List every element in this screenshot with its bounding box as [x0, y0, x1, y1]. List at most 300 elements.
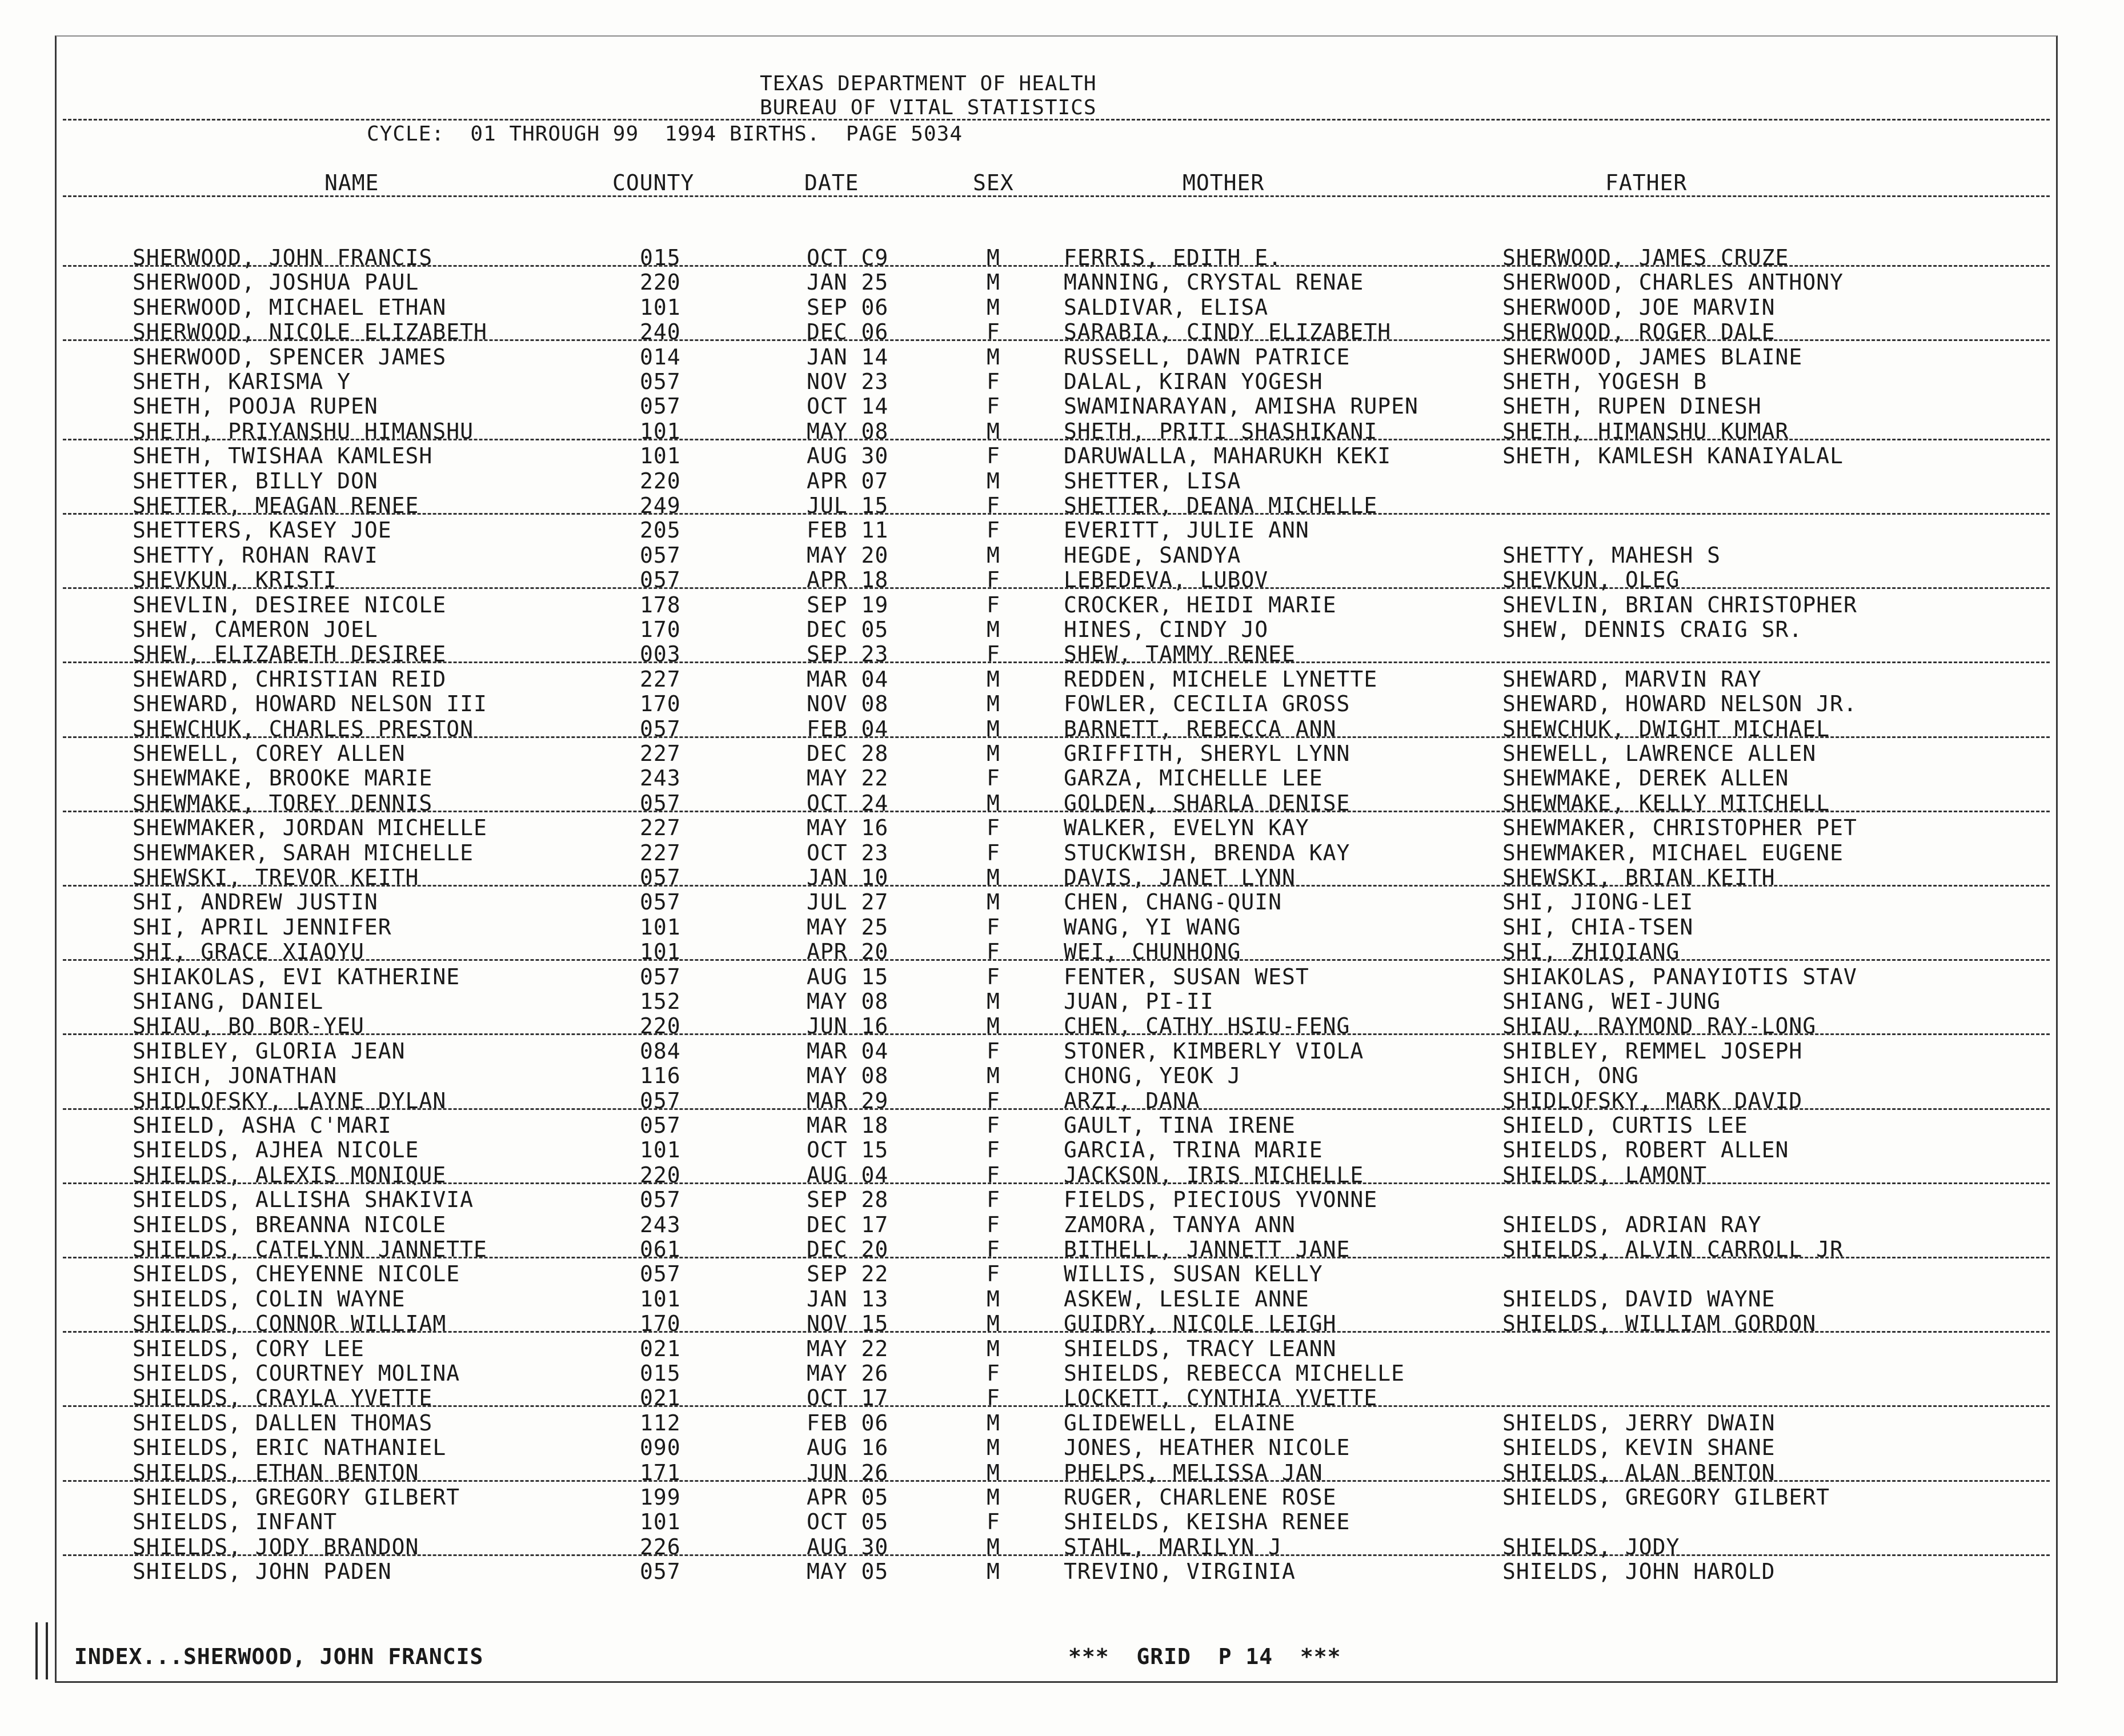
record-mother: MANNING, CRYSTAL RENAE: [1064, 270, 1364, 295]
record-county: 084: [640, 1038, 681, 1064]
record-county: 227: [640, 840, 681, 865]
record-sex: F: [987, 1237, 1000, 1262]
record-sex: F: [987, 1361, 1000, 1386]
record-name: SHIELDS, ETHAN BENTON: [133, 1460, 419, 1485]
record-date: JAN 10: [807, 865, 889, 890]
record-sex: F: [987, 939, 1000, 965]
record-date: MAY 05: [807, 1559, 889, 1585]
record-mother: FERRIS, EDITH E.: [1064, 245, 1283, 270]
record-name: SHI, GRACE XIAOYU: [133, 939, 364, 965]
table-row: [0, 667, 2124, 692]
record-date: MAY 08: [807, 1063, 889, 1089]
record-date: AUG 15: [807, 964, 889, 989]
table-row: [0, 1287, 2124, 1312]
record-name: SHIELDS, ERIC NATHANIEL: [133, 1435, 447, 1461]
table-row: [0, 1312, 2124, 1336]
record-county: 101: [640, 443, 681, 469]
record-date: MAY 22: [807, 765, 889, 791]
record-mother: STUCKWISH, BRENDA KAY: [1064, 840, 1350, 865]
table-row: [0, 1163, 2124, 1188]
record-name: SHIELDS, GREGORY GILBERT: [133, 1485, 460, 1510]
table-row: [0, 469, 2124, 494]
record-sex: M: [987, 1559, 1000, 1585]
record-name: SHI, APRIL JENNIFER: [133, 914, 392, 940]
record-name: SHIELDS, COURTNEY MOLINA: [133, 1361, 460, 1386]
record-date: AUG 16: [807, 1435, 889, 1461]
table-row: [0, 618, 2124, 642]
header-rule-top: [63, 119, 2050, 121]
record-date: DEC 05: [807, 617, 889, 642]
record-father: SHETH, RUPEN DINESH: [1502, 394, 1762, 419]
record-sex: M: [987, 1286, 1000, 1312]
record-date: JAN 13: [807, 1286, 889, 1312]
record-name: SHIELDS, JODY BRANDON: [133, 1534, 419, 1559]
record-name: SHETH, TWISHAA KAMLESH: [133, 443, 433, 469]
table-row: [0, 642, 2124, 667]
record-date: MAY 25: [807, 914, 889, 940]
record-name: SHICH, JONATHAN: [133, 1063, 338, 1089]
record-mother: PHELPS, MELISSA JAN: [1064, 1460, 1323, 1485]
record-name: SHIELDS, CHEYENNE NICOLE: [133, 1261, 460, 1287]
table-row: [0, 915, 2124, 940]
record-name: SHEWCHUK, CHARLES PRESTON: [133, 716, 474, 741]
column-header-father: FATHER: [1605, 170, 1688, 195]
table-row: [0, 444, 2124, 468]
record-county: 170: [640, 691, 681, 717]
record-father: SHI, JIONG-LEI: [1502, 889, 1694, 915]
column-header-name: NAME: [324, 170, 379, 195]
record-name: SHIELDS, CRAYLA YVETTE: [133, 1385, 433, 1411]
record-sex: F: [987, 1162, 1000, 1188]
record-father: SHEWELL, LAWRENCE ALLEN: [1502, 741, 1817, 766]
record-date: JUN 16: [807, 1013, 889, 1039]
record-county: 220: [640, 468, 681, 494]
record-date: AUG 30: [807, 443, 889, 469]
table-row: [0, 1386, 2124, 1410]
record-father: SHI, CHIA-TSEN: [1502, 914, 1694, 940]
record-county: 021: [640, 1336, 681, 1361]
record-mother: DALAL, KIRAN YOGESH: [1064, 369, 1323, 394]
table-row: [0, 370, 2124, 394]
record-name: SHIELDS, ALEXIS MONIQUE: [133, 1162, 447, 1188]
record-sex: M: [987, 741, 1000, 766]
record-date: JUL 15: [807, 493, 889, 518]
record-father: SHIELDS, JOHN HAROLD: [1502, 1559, 1776, 1585]
record-county: 205: [640, 518, 681, 543]
record-father: SHERWOOD, CHARLES ANTHONY: [1502, 270, 1844, 295]
record-name: SHEWARD, CHRISTIAN REID: [133, 666, 447, 692]
table-row: [0, 1411, 2124, 1436]
record-county: 101: [640, 294, 681, 320]
record-father: SHIELDS, ALVIN CARROLL JR: [1502, 1237, 1844, 1262]
record-date: OCT 17: [807, 1385, 889, 1411]
table-row: [0, 593, 2124, 618]
table-row: [0, 1188, 2124, 1212]
record-father: SHIBLEY, REMMEL JOSEPH: [1502, 1038, 1803, 1064]
table-row: [0, 1237, 2124, 1262]
record-date: APR 20: [807, 939, 889, 965]
record-county: 090: [640, 1435, 681, 1461]
record-date: MAY 16: [807, 815, 889, 841]
record-county: 101: [640, 939, 681, 965]
record-mother: SHETTER, DEANA MICHELLE: [1064, 493, 1378, 518]
record-father: SHIELDS, DAVID WAYNE: [1502, 1286, 1776, 1312]
record-date: OCT 23: [807, 840, 889, 865]
record-county: 227: [640, 666, 681, 692]
record-name: SHIELDS, DALLEN THOMAS: [133, 1410, 433, 1436]
record-mother: ZAMORA, TANYA ANN: [1064, 1212, 1296, 1237]
table-row: [0, 1113, 2124, 1138]
table-row: [0, 246, 2124, 270]
record-name: SHIELDS, BREANNA NICOLE: [133, 1212, 447, 1237]
table-row: [0, 1337, 2124, 1361]
table-row: [0, 270, 2124, 295]
record-name: SHEWMAKE, BROOKE MARIE: [133, 765, 433, 791]
record-mother: HEGDE, SANDYA: [1064, 542, 1241, 568]
column-header-county: COUNTY: [612, 170, 695, 195]
record-name: SHIELDS, CONNOR WILLIAM: [133, 1311, 447, 1337]
record-sex: F: [987, 642, 1000, 667]
table-row: [0, 1064, 2124, 1088]
record-county: 220: [640, 270, 681, 295]
record-county: 170: [640, 1311, 681, 1337]
record-county: 220: [640, 1162, 681, 1188]
table-row: [0, 766, 2124, 791]
record-county: 057: [640, 1261, 681, 1287]
table-row: [0, 1510, 2124, 1534]
record-sex: F: [987, 518, 1000, 543]
table-row: [0, 419, 2124, 444]
record-father: SHIELDS, ADRIAN RAY: [1502, 1212, 1762, 1237]
record-sex: M: [987, 344, 1000, 370]
table-row: [0, 741, 2124, 766]
record-date: DEC 17: [807, 1212, 889, 1237]
record-father: SHIELD, CURTIS LEE: [1502, 1113, 1748, 1138]
record-county: 057: [640, 790, 681, 816]
record-father: SHEWSKI, BRIAN KEITH: [1502, 865, 1776, 890]
table-row: [0, 940, 2124, 964]
record-county: 227: [640, 815, 681, 841]
record-name: SHEWMAKE, TOREY DENNIS: [133, 790, 433, 816]
record-sex: M: [987, 691, 1000, 717]
table-row: [0, 791, 2124, 816]
column-header-mother: MOTHER: [1183, 170, 1265, 195]
record-county: 015: [640, 245, 681, 270]
table-row: [0, 543, 2124, 568]
record-father: SHIELDS, ROBERT ALLEN: [1502, 1137, 1789, 1163]
record-name: SHIELDS, INFANT: [133, 1509, 338, 1535]
record-sex: M: [987, 1063, 1000, 1089]
record-sex: F: [987, 1509, 1000, 1535]
table-row: [0, 295, 2124, 320]
record-father: SHICH, ONG: [1502, 1063, 1639, 1089]
record-father: SHEWCHUK, DWIGHT MICHAEL: [1502, 716, 1830, 741]
record-date: DEC 20: [807, 1237, 889, 1262]
record-date: SEP 23: [807, 642, 889, 667]
record-mother: WANG, YI WANG: [1064, 914, 1241, 940]
record-sex: M: [987, 468, 1000, 494]
record-county: 171: [640, 1460, 681, 1485]
record-sex: M: [987, 294, 1000, 320]
record-date: JAN 14: [807, 344, 889, 370]
table-row: [0, 1014, 2124, 1039]
record-county: 057: [640, 1088, 681, 1113]
record-name: SHERWOOD, NICOLE ELIZABETH: [133, 319, 487, 345]
record-county: 101: [640, 1509, 681, 1535]
table-row: [0, 1039, 2124, 1064]
record-sex: M: [987, 1534, 1000, 1559]
record-name: SHEWMAKER, JORDAN MICHELLE: [133, 815, 487, 841]
margin-stamp: [35, 1622, 48, 1679]
record-county: 220: [640, 1013, 681, 1039]
record-sex: F: [987, 394, 1000, 419]
record-county: 057: [640, 567, 681, 593]
record-name: SHERWOOD, SPENCER JAMES: [133, 344, 447, 370]
table-row: [0, 965, 2124, 989]
record-county: 101: [640, 914, 681, 940]
record-mother: RUGER, CHARLENE ROSE: [1064, 1485, 1337, 1510]
record-sex: F: [987, 1261, 1000, 1287]
record-date: MAY 22: [807, 1336, 889, 1361]
record-name: SHIAU, BO BOR-YEU: [133, 1013, 364, 1039]
record-father: SHEWARD, HOWARD NELSON JR.: [1502, 691, 1857, 717]
record-county: 057: [640, 716, 681, 741]
record-county: 003: [640, 642, 681, 667]
table-row: [0, 692, 2124, 716]
record-sex: M: [987, 617, 1000, 642]
record-sex: M: [987, 245, 1000, 270]
record-mother: WILLIS, SUSAN KELLY: [1064, 1261, 1323, 1287]
record-name: SHETH, POOJA RUPEN: [133, 394, 378, 419]
record-sex: M: [987, 716, 1000, 741]
table-row: [0, 841, 2124, 865]
record-name: SHI, ANDREW JUSTIN: [133, 889, 378, 915]
record-mother: DAVIS, JANET LYNN: [1064, 865, 1296, 890]
record-sex: F: [987, 369, 1000, 394]
table-row: [0, 1213, 2124, 1237]
record-sex: F: [987, 1038, 1000, 1064]
record-father: SHIELDS, JERRY DWAIN: [1502, 1410, 1776, 1436]
record-date: APR 05: [807, 1485, 889, 1510]
record-father: SHEW, DENNIS CRAIG SR.: [1502, 617, 1803, 642]
record-date: OCT 14: [807, 394, 889, 419]
record-father: SHIELDS, KEVIN SHANE: [1502, 1435, 1776, 1461]
record-mother: SHETTER, LISA: [1064, 468, 1241, 494]
record-mother: WEI, CHUNHONG: [1064, 939, 1241, 965]
table-row: [0, 345, 2124, 370]
record-name: SHIBLEY, GLORIA JEAN: [133, 1038, 406, 1064]
record-county: 014: [640, 344, 681, 370]
record-sex: F: [987, 1113, 1000, 1138]
record-father: SHEWARD, MARVIN RAY: [1502, 666, 1762, 692]
record-mother: GRIFFITH, SHERYL LYNN: [1064, 741, 1350, 766]
record-mother: CHONG, YEOK J: [1064, 1063, 1241, 1089]
table-row: [0, 890, 2124, 915]
record-mother: SARABIA, CINDY ELIZABETH: [1064, 319, 1392, 345]
record-name: SHEVKUN, KRISTI: [133, 567, 338, 593]
record-mother: LEBEDEVA, LUBOV: [1064, 567, 1269, 593]
record-father: SHEVKUN, OLEG: [1502, 567, 1680, 593]
record-father: SHIELDS, GREGORY GILBERT: [1502, 1485, 1830, 1510]
record-sex: M: [987, 1460, 1000, 1485]
record-date: SEP 19: [807, 592, 889, 618]
record-county: 178: [640, 592, 681, 618]
record-sex: M: [987, 1013, 1000, 1039]
record-mother: ARZI, DANA: [1064, 1088, 1200, 1113]
record-name: SHIELDS, ALLISHA SHAKIVIA: [133, 1187, 474, 1213]
record-sex: M: [987, 865, 1000, 890]
record-date: SEP 06: [807, 294, 889, 320]
record-county: 057: [640, 1113, 681, 1138]
record-mother: JONES, HEATHER NICOLE: [1064, 1435, 1350, 1461]
record-county: 057: [640, 1559, 681, 1585]
record-sex: M: [987, 666, 1000, 692]
record-father: SHERWOOD, ROGER DALE: [1502, 319, 1776, 345]
record-county: 101: [640, 1137, 681, 1163]
record-father: SHEWMAKE, KELLY MITCHELL: [1502, 790, 1830, 816]
record-mother: CHEN, CHANG-QUIN: [1064, 889, 1283, 915]
record-sex: F: [987, 914, 1000, 940]
record-date: DEC 28: [807, 741, 889, 766]
record-county: 021: [640, 1385, 681, 1411]
record-sex: F: [987, 964, 1000, 989]
table-row: [0, 1461, 2124, 1485]
record-father: SHIELDS, JODY: [1502, 1534, 1680, 1559]
record-father: SHEWMAKER, CHRISTOPHER PET: [1502, 815, 1857, 841]
record-name: SHEWMAKER, SARAH MICHELLE: [133, 840, 474, 865]
record-name: SHIDLOFSKY, LAYNE DYLAN: [133, 1088, 447, 1113]
record-name: SHEW, ELIZABETH DESIREE: [133, 642, 447, 667]
record-date: JUN 26: [807, 1460, 889, 1485]
record-father: SHETH, YOGESH B: [1502, 369, 1708, 394]
record-name: SHERWOOD, MICHAEL ETHAN: [133, 294, 447, 320]
record-father: SHEVLIN, BRIAN CHRISTOPHER: [1502, 592, 1857, 618]
record-sex: F: [987, 319, 1000, 345]
record-mother: GARCIA, TRINA MARIE: [1064, 1137, 1323, 1163]
record-sex: F: [987, 567, 1000, 593]
record-mother: JACKSON, IRIS MICHELLE: [1064, 1162, 1364, 1188]
record-sex: M: [987, 270, 1000, 295]
column-header-sex: SEX: [973, 170, 1014, 195]
record-mother: BARNETT, REBECCA ANN: [1064, 716, 1337, 741]
record-mother: SHIELDS, KEISHA RENEE: [1064, 1509, 1350, 1535]
record-mother: SHIELDS, TRACY LEANN: [1064, 1336, 1337, 1361]
record-county: 116: [640, 1063, 681, 1089]
record-date: OCT 05: [807, 1509, 889, 1535]
record-date: OCT 15: [807, 1137, 889, 1163]
record-date: APR 18: [807, 567, 889, 593]
table-row: [0, 1559, 2124, 1584]
record-sex: F: [987, 493, 1000, 518]
record-mother: SALDIVAR, ELISA: [1064, 294, 1269, 320]
table-row: [0, 320, 2124, 344]
record-father: SHETH, HIMANSHU KUMAR: [1502, 418, 1789, 444]
record-mother: STAHL, MARILYN J: [1064, 1534, 1283, 1559]
record-sex: M: [987, 989, 1000, 1014]
record-mother: CHEN, CATHY HSIU-FENG: [1064, 1013, 1350, 1039]
record-date: MAY 20: [807, 542, 889, 568]
record-sex: F: [987, 443, 1000, 469]
cycle-line: CYCLE: 01 THROUGH 99 1994 BIRTHS. PAGE 5034: [367, 122, 963, 146]
record-county: 057: [640, 865, 681, 890]
record-father: SHIAKOLAS, PANAYIOTIS STAV: [1502, 964, 1857, 989]
index-footer: INDEX...SHERWOOD, JOHN FRANCIS: [74, 1644, 484, 1669]
record-sex: M: [987, 1410, 1000, 1436]
record-father: SHEWMAKER, MICHAEL EUGENE: [1502, 840, 1844, 865]
record-date: OCT C9: [807, 245, 889, 270]
record-date: MAY 26: [807, 1361, 889, 1386]
table-row: [0, 494, 2124, 518]
table-row: [0, 1361, 2124, 1386]
record-mother: DARUWALLA, MAHARUKH KEKI: [1064, 443, 1392, 469]
record-name: SHETH, KARISMA Y: [133, 369, 351, 394]
table-row: [0, 1535, 2124, 1559]
record-sex: F: [987, 815, 1000, 841]
record-date: JAN 25: [807, 270, 889, 295]
record-name: SHIELDS, AJHEA NICOLE: [133, 1137, 419, 1163]
record-county: 057: [640, 889, 681, 915]
record-name: SHETTER, MEAGAN RENEE: [133, 493, 419, 518]
column-header-date: DATE: [804, 170, 859, 195]
record-name: SHEWELL, COREY ALLEN: [133, 741, 406, 766]
table-row: [0, 865, 2124, 890]
record-date: NOV 15: [807, 1311, 889, 1337]
record-county: 057: [640, 542, 681, 568]
record-father: SHETH, KAMLESH KANAIYALAL: [1502, 443, 1844, 469]
record-date: OCT 24: [807, 790, 889, 816]
table-row: [0, 717, 2124, 741]
record-name: SHEWARD, HOWARD NELSON III: [133, 691, 487, 717]
record-name: SHIELDS, JOHN PADEN: [133, 1559, 392, 1585]
record-date: SEP 28: [807, 1187, 889, 1213]
record-mother: RUSSELL, DAWN PATRICE: [1064, 344, 1350, 370]
record-mother: SHIELDS, REBECCA MICHELLE: [1064, 1361, 1405, 1386]
record-sex: M: [987, 418, 1000, 444]
record-date: FEB 04: [807, 716, 889, 741]
record-name: SHIELDS, COLIN WAYNE: [133, 1286, 406, 1312]
record-father: SHIELDS, WILLIAM GORDON: [1502, 1311, 1817, 1337]
record-mother: REDDEN, MICHELE LYNETTE: [1064, 666, 1378, 692]
record-mother: EVERITT, JULIE ANN: [1064, 518, 1309, 543]
record-sex: F: [987, 1187, 1000, 1213]
record-county: 015: [640, 1361, 681, 1386]
record-mother: GUIDRY, NICOLE LEIGH: [1064, 1311, 1337, 1337]
record-county: 249: [640, 493, 681, 518]
record-sex: F: [987, 1212, 1000, 1237]
record-date: MAR 29: [807, 1088, 889, 1113]
record-mother: SHETH, PRITI SHASHIKANI: [1064, 418, 1378, 444]
record-mother: HINES, CINDY JO: [1064, 617, 1269, 642]
record-date: MAY 08: [807, 989, 889, 1014]
record-county: 243: [640, 1212, 681, 1237]
record-name: SHERWOOD, JOHN FRANCIS: [133, 245, 433, 270]
table-row: [0, 989, 2124, 1014]
record-father: SHIELDS, LAMONT: [1502, 1162, 1708, 1188]
record-county: 057: [640, 394, 681, 419]
record-county: 170: [640, 617, 681, 642]
record-name: SHEW, CAMERON JOEL: [133, 617, 378, 642]
record-name: SHEVLIN, DESIREE NICOLE: [133, 592, 447, 618]
record-county: 057: [640, 369, 681, 394]
record-date: AUG 30: [807, 1534, 889, 1559]
record-father: SHERWOOD, JAMES CRUZE: [1502, 245, 1789, 270]
record-date: MAR 04: [807, 1038, 889, 1064]
record-sex: M: [987, 1311, 1000, 1337]
record-date: NOV 23: [807, 369, 889, 394]
record-date: MAR 04: [807, 666, 889, 692]
record-mother: FOWLER, CECILIA GROSS: [1064, 691, 1350, 717]
table-row: [0, 394, 2124, 419]
